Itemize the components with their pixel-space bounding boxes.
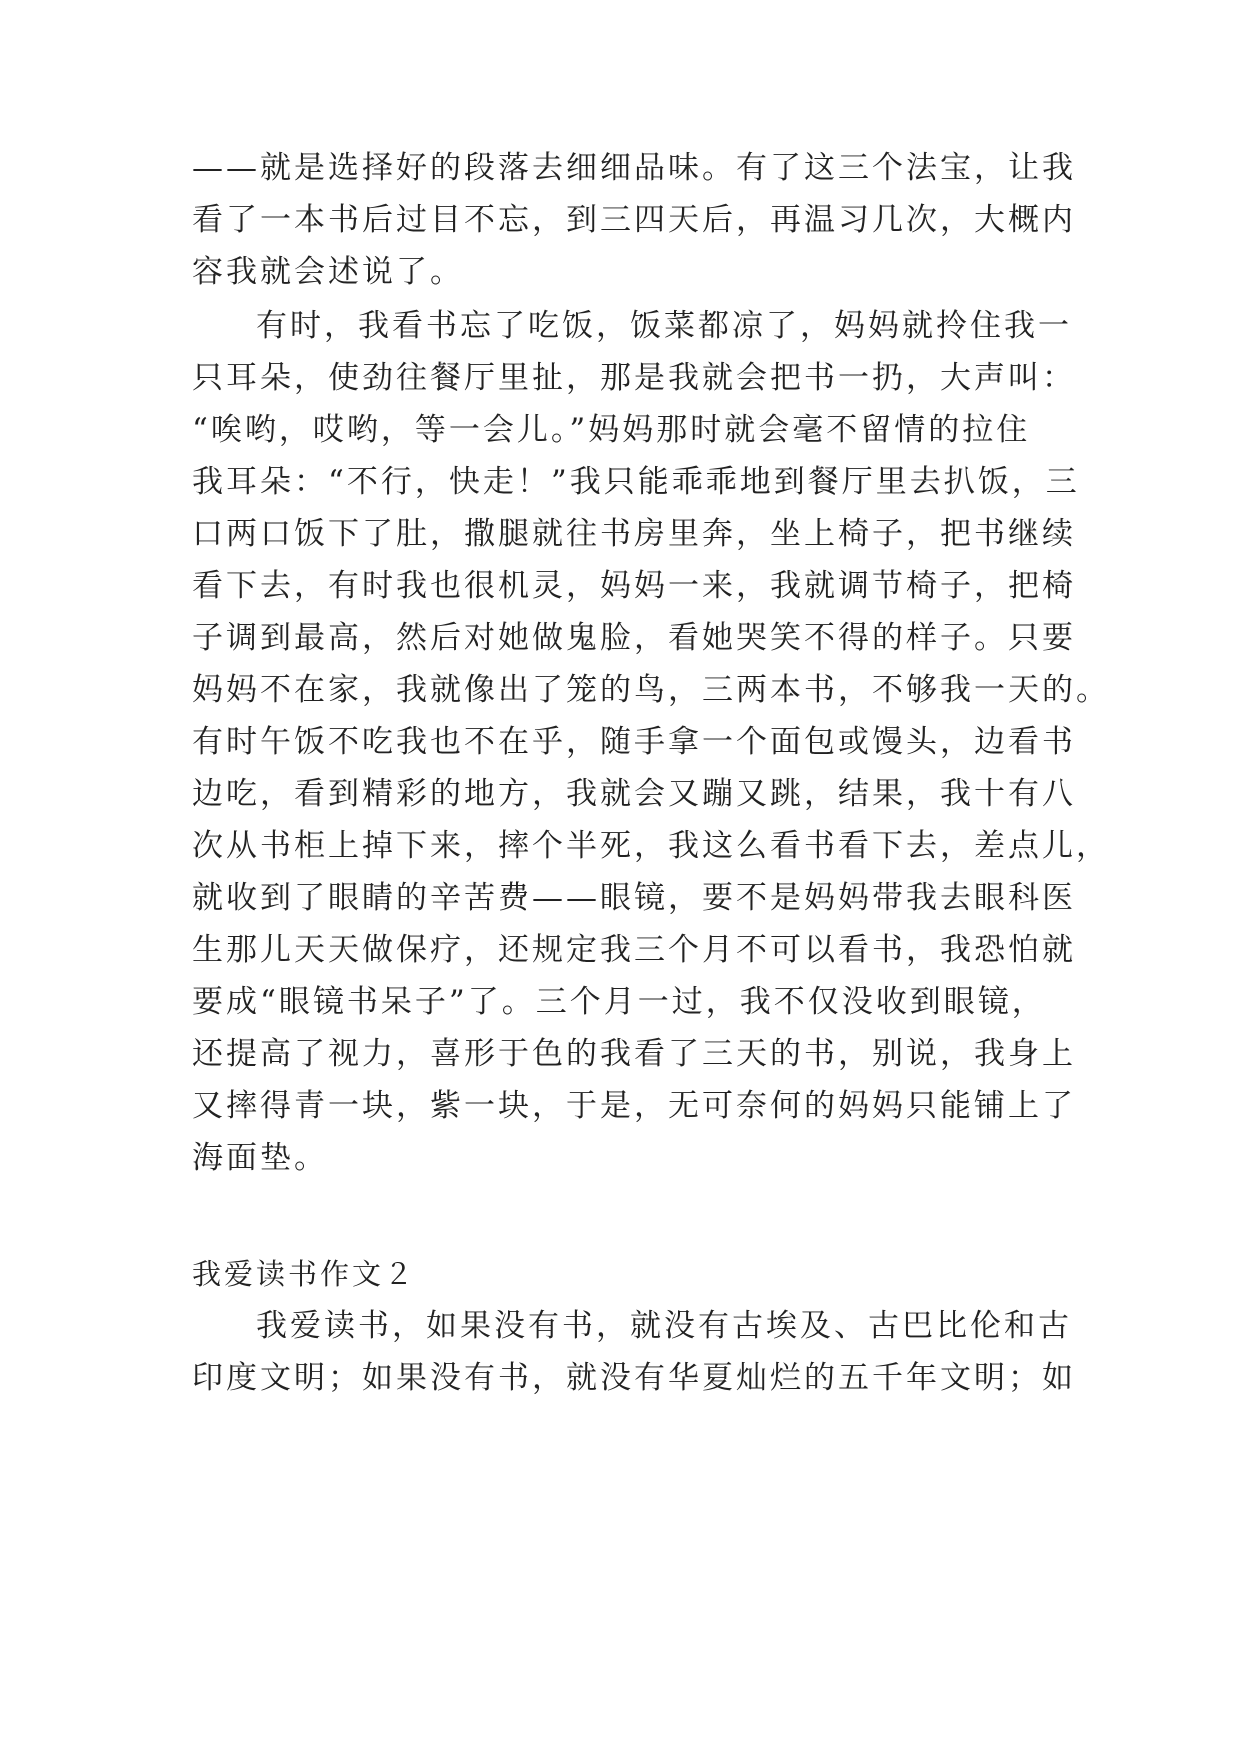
paragraph-2-line-7: 子调到最高，然后对她做鬼脸，看她哭笑不得的样子。只要: [192, 620, 1076, 656]
paragraph-2-line-1: 有时，我看书忘了吃饭，饭菜都凉了，妈妈就拎住我一: [256, 308, 1072, 344]
paragraph-1-line-2: 看了一本书后过目不忘，到三四天后，再温习几次，大概内: [192, 202, 1076, 238]
paragraph-2-line-6: 看下去，有时我也很机灵，妈妈一来，我就调节椅子，把椅: [192, 568, 1076, 604]
paragraph-2-line-12: 就收到了眼睛的辛苦费——眼镜，要不是妈妈带我去眼科医: [192, 880, 1076, 916]
paragraph-2-line-9: 有时午饭不吃我也不在乎，随手拿一个面包或馒头，边看书: [192, 724, 1076, 760]
paragraph-2-line-16: 又摔得青一块，紫一块，于是，无可奈何的妈妈只能铺上了: [192, 1088, 1076, 1124]
paragraph-2-line-4: 我耳朵：“不行，快走！”我只能乖乖地到餐厅里去扒饭，三: [192, 464, 1080, 500]
paragraph-3-line-2: 印度文明；如果没有书，就没有华夏灿烂的五千年文明；如: [192, 1360, 1076, 1396]
paragraph-2-line-15: 还提高了视力，喜形于色的我看了三天的书，别说，我身上: [192, 1036, 1076, 1072]
paragraph-2-line-13: 生那儿天天做保疗，还规定我三个月不可以看书，我恐怕就: [192, 932, 1076, 968]
paragraph-1-line-3: 容我就会述说了。: [192, 254, 464, 290]
paragraph-2-line-8: 妈妈不在家，我就像出了笼的鸟，三两本书，不够我一天的。: [192, 672, 1110, 708]
paragraph-2-line-5: 口两口饭下了肚，撒腿就往书房里奔，坐上椅子，把书继续: [192, 516, 1076, 552]
section-title: 我爱读书作文２: [192, 1257, 417, 1291]
paragraph-2-line-3: “唉哟，哎哟，等一会儿。”妈妈那时就会毫不留情的拉住: [192, 412, 1031, 448]
paragraph-2-line-2: 只耳朵，使劲往餐厅里扯，那是我就会把书一扔，大声叫：: [192, 360, 1076, 396]
paragraph-1-line-1: ——就是选择好的段落去细细品味。有了这三个法宝，让我: [192, 150, 1076, 186]
paragraph-2-line-17: 海面垫。: [192, 1140, 328, 1176]
paragraph-2-line-11: 次从书柜上掉下来，摔个半死，我这么看书看下去，差点儿，: [192, 828, 1110, 864]
paragraph-2-line-14: 要成“眼镜书呆子”了。三个月一过，我不仅没收到眼镜，: [192, 984, 1046, 1020]
paragraph-2-line-10: 边吃，看到精彩的地方，我就会又蹦又跳，结果，我十有八: [192, 776, 1076, 812]
paragraph-3-line-1: 我爱读书，如果没有书，就没有古埃及、古巴比伦和古: [256, 1308, 1072, 1344]
